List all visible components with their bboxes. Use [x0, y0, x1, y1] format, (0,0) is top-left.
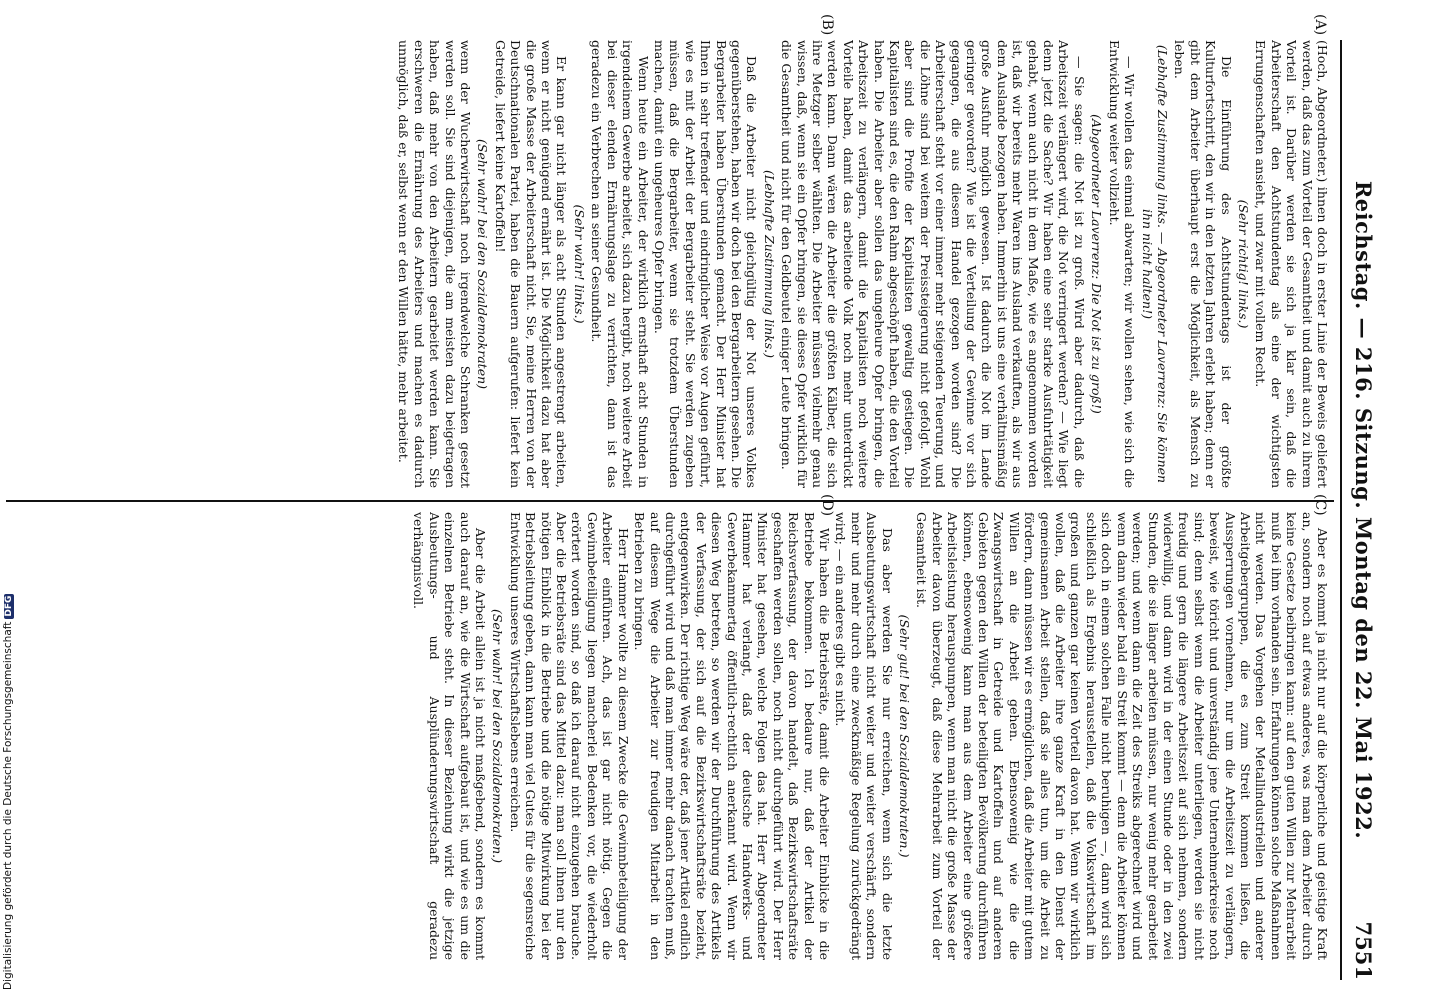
paragraph: Daß die Arbeiter nicht gleichgültig der Not unseres Volkes gegenüberstehen, haben wir doch bei den Bergarbeitern gesehen. Die Bergarbeiter haben Überstunden gemacht. Der Herr Minister hat Ihnen in sehr treffender und eindringlicher Weise vor Augen geführt, wie es mit der Arbeit der Bergarbeiter steht. Sie werden zugeben müssen, daß die Bergarbeiter, wenn sie trotzdem Überstunden machen, damit ein ungeheures Opfer bringen. [651, 40, 760, 488]
paragraph: (Hoch, Abgeordneter.) ihnen doch in erster Linie der Beweis geliefert werden, daß das zum Vorteil der Gesamtheit und damit auch zu ihrem Vorteil ist. Darüber werden sie sich ja klar sein, daß die Arbeiterschaft den Achtstundentag als eine der wichtigsten Errungenschaften ansieht, und zwar mit vollem Recht. [1253, 40, 1330, 488]
interjection: (Sehr gut! bei den Sozialdemokraten.) [897, 614, 913, 858]
credit-text: Digitalisierung gefördert durch die Deutsche Forschungsgemeinschaft [2, 621, 14, 990]
page-header [1340, 40, 1382, 980]
interjection: (Lebhafte Zustimmung links. — Abgeordneter Laverrenz: Sie können ihn nicht halten!) [1139, 44, 1170, 484]
paragraph: Herr Hammer wollte zu diesem Zwecke die Gewinnbeteiligung der Arbeiter einführen. Ach, das ist gar nicht nötig. Gegen die Gewinnbeteiligung liegen mancherlei Bedenken vor, die wiederholt erörtert worden sind, so daß ich darauf nicht einzugehen brauche. Aber die Betriebsräte sind das Mittel dazu: man soll ihnen nur den nötigen Einblick in die Betriebe und die nötige Mitwirkung bei der Betriebsleitung geben, dann kann man viel Gutes für die segensreiche Entwicklung unseres Wirtschaftslebens erreichen. [507, 512, 631, 960]
paragraph: wenn der Wucherwirtschaft noch irgendwelche Schranken gesetzt werden soll. Sie sind diejenigen, die am meisten dazu beigetragen haben, daß mehr von den Arbeitern gearbeitet werden kann. Sie erschweren die Ernährung des Arbeiters und machen es dadurch unmöglich, daß er, selbst wenn er den Willen hätte, mehr arbeitet. [396, 40, 474, 488]
paragraph: Das aber werden Sie nur erreichen, wenn sich die letzte Ausbeutungswirtschaft nicht weiter und weiter verschärft, sondern mehr und mehr durch eine zweckmäßige Regelung zurückgedrängt wird; — ein anderes gibt es nicht. [833, 512, 895, 960]
paragraph: Wir haben die Betriebsräte, damit die Arbeiter Einblicke in die Betriebe bekommen. Ich bedaure nur, daß der Artikel der Reichsverfassung, der davon handelt, daß Bezirkswirtschaftsräte geschaffen werden sollen, noch nicht durchgeführt wird. Der Herr Minister hat gesehen, welche Folgen das hat. Herr Abgeordneter Hammer hat verlangt, daß der deutsche Handwerks- und Gewerbekammertag öffentlich-rechtlich anerkannt wird. Wenn wir diesen Weg betreten, so werden wir der Durchführung des Artikels der Verfassung, der sich auf die Bezirkswirtschaftsräte bezieht, entgegenwirken. Der richtige Weg wäre der, daß jener Artikel endlich durchgeführt wird und daß man immer mehr danach trachten muß, auf diesem Wege die Arbeiter zur freudigen Mitarbeit in den Betrieben zu bringen. [632, 512, 832, 960]
interjection: (Sehr wahr! bei den Sozialdemokraten) [475, 138, 491, 390]
page-number: 7551 [1351, 921, 1376, 980]
dfg-logo: DFG [4, 595, 14, 617]
paragraph: Wenn heute ein Arbeiter, der wirklich ernsthaft acht Stunden in irgendeinem Gewerbe arbeitet, sich dazu hergibt, noch weitere Arbeit bei dieser elenden Ernährungslage zu verrichten, dann ist das geradezu ein Verbrechen an seiner Gesundheit. [589, 40, 651, 488]
margin-mark-c: (C) [1312, 494, 1328, 516]
paragraph: — Sie sagen: die Not ist zu groß. Wird aber dadurch, daß die Arbeitszeit verlängert wird, die Not verringert werden? — Wie liegt denn jetzt die Sache? Wir haben eine sehr starke Ausfuhrtätigkeit gehabt, wenn auch nicht in dem Maße, wie es angenommen worden ist, daß wir bereits mehr Waren ins Ausland verkauften, als wir aus dem Auslande bezogen haben. Immerhin ist uns eine verhältnismäßig große Ausfuhr möglich gewesen. Ist dadurch die Not im Lande geringer geworden? Wie ist die Verteilung der Gewinne vor sich gegangen, die aus diesem Handel gezogen worden sind? Die Arbeiterschaft steht vor einer immer mehr steigenden Teuerung, und die Löhne sind bei weitem der Preissteigerung nicht gefolgt. Wohl aber sind die Profite der Kapitalisten gewaltig gestiegen. Die Kapitalisten sind es, die den Rahm abgeschöpft haben, die den Vorteil haben. Die Arbeiter aber sollen das ungeheure Opfer bringen, die Arbeitszeit zu verlängern, damit die Kapitalisten noch weitere Vorteile haben, damit das arbeitende Volk noch mehr unterdrückt werden kann. Dann wären die Arbeiter die größten Kälber, die sich ihre Metzger selber wählten. Die Arbeiter müssen vielmehr genau wissen, daß, wenn sie ein Opfer bringen, sie dieses Opfer wirklich für die Gesamtheit und nicht für den Geldbeutel einiger Leute bringen. [779, 40, 1087, 488]
interjection: (Sehr wahr! bei den Sozialdemokraten.) [490, 608, 506, 864]
margin-mark-a: (A) [1312, 14, 1328, 36]
interjection: (Abgeordneter Laverrenz: Die Not ist zu groß!) [1089, 114, 1105, 414]
paragraph: Die Einführung des Achtstundentags ist der größte Kulturfortschritt, den wir in den letzten Jahren erlebt haben; denn er gibt dem Arbeiter überhaupt erst die Möglichkeit, als Mensch zu leben. [1172, 40, 1234, 488]
paragraph: Er kann gar nicht länger als acht Stunden angestrengt arbeiten, wenn er nicht genügend ernährt ist. Die Möglichkeit dazu hat aber die große Masse der Arbeiterschaft nicht. Sie, meine Herren von der Deutschnationalen Partei, haben die Bauern aufgerufen: liefert kein Getreide, liefert keine Kartoffeln! [492, 40, 570, 488]
paragraph: — Wir wollen das einmal abwarten; wir wollen sehen, wie sich die Entwicklung weiter vollzieht. [1106, 40, 1138, 488]
interjection: (Lebhafte Zustimmung links.) [761, 170, 777, 358]
paragraph: Aber die Arbeit allein ist ja nicht maßgebend, sondern es kommt auch darauf an, wie die Wirtschaft aufgebaut ist, und wie es um die einzelnen Betriebe steht. In dieser Beziehung wirkt die jetzige Ausbeutungs- und Ausplünderungswirtschaft geradezu verhängnisvoll. [411, 512, 489, 960]
interjection: (Sehr wahr! links.) [571, 204, 587, 324]
left-column [6, 40, 1330, 488]
margin-mark-b: (B) [819, 14, 835, 36]
margin-mark-d: (D) [819, 494, 835, 517]
digitization-credit [2, 0, 16, 1000]
page-title: Reichstag. — 216. Sitzung. Montag den 22. Mai 1922. [1351, 180, 1376, 840]
paragraph: Aber es kommt ja nicht nur auf die körperliche und geistige Kraft an, sondern noch auf etwas anderes, was man dem Arbeiter durch keine Gesetze beibringen kann: auf den guten Willen zur Mehrarbeit muß bei ihm vorhanden sein. Erfahrungen können solche Maßnahmen nicht werden. Das Vorgehen der Metallindustriellen und anderer Arbeitgebergruppen, die es zum Streit kommen ließen, die Aussperrungen vornehmen, nur um die Arbeitszeit zu verlängern, beweist, wie töricht und unverständig jene Unternehmerkreise noch sind; denn selbst wenn die Arbeiter unterliegen, werden sie nicht freudig und gern die längere Arbeitszeit auf sich nehmen, sondern widerwillig, und dann wird in der einen Stunde oder in den zwei Stunden, die sie länger arbeiten müssen, nur wenig mehr gearbeitet werden; und wenn dann die Zeit des Streiks abgerechnet wird und wenn dann wieder bald ein Streit kommt — denn die Arbeiter können sich doch in einem solchen Falle nicht beruhigen —, dann wird sich schließlich als Ergebnis herausstellen, daß die Volkswirtschaft im großen und ganzen gar keinen Vorteil davon hat. Wenn wir wirklich wollen, daß die Arbeiter ihre ganze Kraft in den Dienst der gemeinsamen Arbeit stellen, daß sie alles tun, um die Arbeit zu fördern, dann müssen wir es ermöglichen, daß die Arbeiter mit gutem Willen an die Arbeit gehen. Ebensowenig wie die die Zwangswirtschaft in Getreide und Kartoffeln und auf anderen Gebieten gegen den Willen der beteiligten Bevölkerung durchführen können, ebensowenig kann man aus dem Arbeiter eine größere Arbeitsleistung herauspumpen, wenn man nicht die große Masse der Arbeiter davon überzeugt, daß diese Mehrarbeit zum Vorteil der Gesamtheit ist. [914, 512, 1330, 960]
column-divider [6, 500, 1334, 502]
right-column [6, 512, 1330, 960]
interjection: (Sehr richtig! links.) [1235, 199, 1251, 329]
